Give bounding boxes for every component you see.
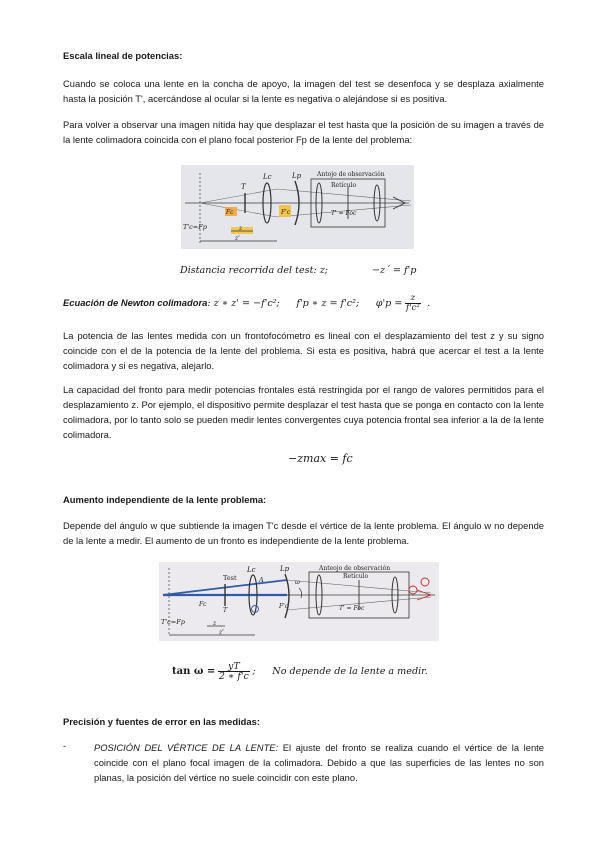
equation-newton-label: Ecuación de Newton colimadora — [63, 296, 208, 308]
section-heading-magnification: Aumento independiente de la lente problema: — [63, 494, 267, 505]
equation-newton-part1: : z ∗ z' = −f'c²; — [207, 297, 280, 309]
fig2-label-lp: Lp — [280, 565, 290, 573]
fig2-label-z: z — [213, 620, 217, 627]
figure-2-drawing — [159, 562, 439, 641]
fig2-label-lc: Lc — [247, 566, 256, 574]
equation-newton-part2: f'p ∗ z = f'c²; — [296, 297, 360, 309]
equation-power-fraction — [405, 294, 421, 313]
bullet-vertex-text: El ajuste del fronto se realiza cuando el vértice de la lente coincide con el plano focal imagen de la colimadora. Debido a que las superficies de las lentes no son planas, la posición del vértice no suele coincidir con este plano. — [94, 742, 544, 783]
fig2-label-antojo: Anteojo de observación — [319, 565, 391, 572]
equation-zmax: −zmax = fc — [288, 452, 353, 465]
equation-tan-denominator: 2 ∗ f'c — [218, 671, 249, 682]
fig2-label-tcfp: T'c=Fp — [161, 618, 185, 626]
fig2-label-t: T — [223, 607, 228, 614]
fig1-label-fpc: F'c — [281, 209, 291, 216]
equation-power-lhs: φ'p = — [375, 297, 403, 309]
fig2-label-tfoc: T' = Foc — [339, 605, 365, 612]
fig1-label-antojo: Antojo de observación — [317, 171, 385, 178]
equation-tan-omega — [172, 662, 428, 681]
fig2-label-test: Test — [223, 574, 237, 582]
fig1-label-tcfp: T'c=Fp — [183, 223, 207, 231]
fig2-label-a: A — [259, 576, 264, 584]
figure-focimeter-scheme-1 — [181, 165, 414, 249]
paragraph-sharp-image: Para volver a observar una imagen nítida hay que desplazar el test hasta que la posición de su imagen a través de la lente colimadora coincida con el plano focal posterior Fp de la lente del problema: — [63, 119, 544, 145]
fig1-label-reticulo: Retículo — [331, 182, 357, 189]
fig2-label-fpc: F'c — [279, 603, 289, 610]
equation-tan-lhs: tan ω = — [172, 665, 216, 677]
equation-test-distance-rhs: −z´ = f'p — [372, 265, 417, 276]
fig1-label-t: T — [241, 183, 246, 191]
bullet-vertex-position — [94, 740, 544, 785]
fig1-label-z: z — [239, 225, 243, 232]
equation-power-numerator: z — [405, 294, 421, 304]
paragraph-lens-displacement: Cuando se coloca una lente en la concha de apoyo, la imagen del test se desenfoca y se desplaza axialmente hasta la posición T', acercándose al ocular si la lente es negativa o alejándose si es positiva. — [63, 78, 544, 104]
figure-focimeter-scheme-2 — [159, 562, 439, 641]
fig1-label-fc: Fc — [226, 209, 234, 216]
equation-power-denominator: f'c² — [405, 303, 420, 313]
equation-tan-semicolon: ; — [252, 665, 256, 677]
fig1-label-tfoc: T' = Foc — [331, 210, 357, 217]
equation-tan-note: No depende de la lente a medir. — [272, 665, 428, 677]
section-heading-linear-scale: Escala lineal de potencias: — [63, 50, 183, 61]
figure-1-drawing — [181, 165, 414, 249]
fig1-label-lc: Lc — [263, 173, 272, 181]
fig2-label-fc: Fc — [199, 601, 207, 608]
fig2-label-zp: z' — [219, 629, 224, 636]
bullet-vertex-title: POSICIÓN DEL VÉRTICE DE LA LENTE: — [94, 742, 279, 753]
paragraph-angle-w: Depende del ángulo w que subtiende la imagen T'c desde el vértice de la lente problema. El ángulo w no depende de la lente a medir. El aumento de un fronto es independiente de la lente problema. — [63, 520, 544, 546]
section-heading-precision: Precisión y fuentes de error en las medidas: — [63, 716, 260, 727]
equation-newton-line — [63, 294, 430, 313]
equation-tan-numerator: yT — [218, 662, 250, 672]
paragraph-fronto-capacity: La capacidad del fronto para medir potencias frontales está restringida por el rango de valores permitidos para el desplazamiento z. Por ejemplo, el dispositivo permite desplazar el test hasta que se ponga en contacto con la lente colimadora, por lo tanto solo se pueden medir lentes convergentes cuya potencia frontal sea inferior a la de la lente colimadora. — [63, 384, 544, 440]
equation-newton-end: . — [427, 297, 431, 309]
fig2-label-reticulo: Retículo — [343, 573, 369, 580]
fig1-label-lp: Lp — [292, 172, 302, 180]
bullet-marker: - — [63, 740, 67, 751]
equation-tan-fraction — [218, 662, 250, 681]
paragraph-linear-power: La potencia de las lentes medida con un frontofocómetro es lineal con el desplazamiento del test z y su signo coincide con el de la potencia de la lente del problema. Si esta es positiva, habrá que acercar el test a la lente colimadora y si es negativa, alejarlo. — [63, 330, 544, 371]
fig1-label-zp: z' — [235, 235, 240, 242]
equation-test-distance: Distancia recorrida del test: z; — [180, 265, 329, 276]
fig2-label-omega: ω — [295, 579, 300, 586]
